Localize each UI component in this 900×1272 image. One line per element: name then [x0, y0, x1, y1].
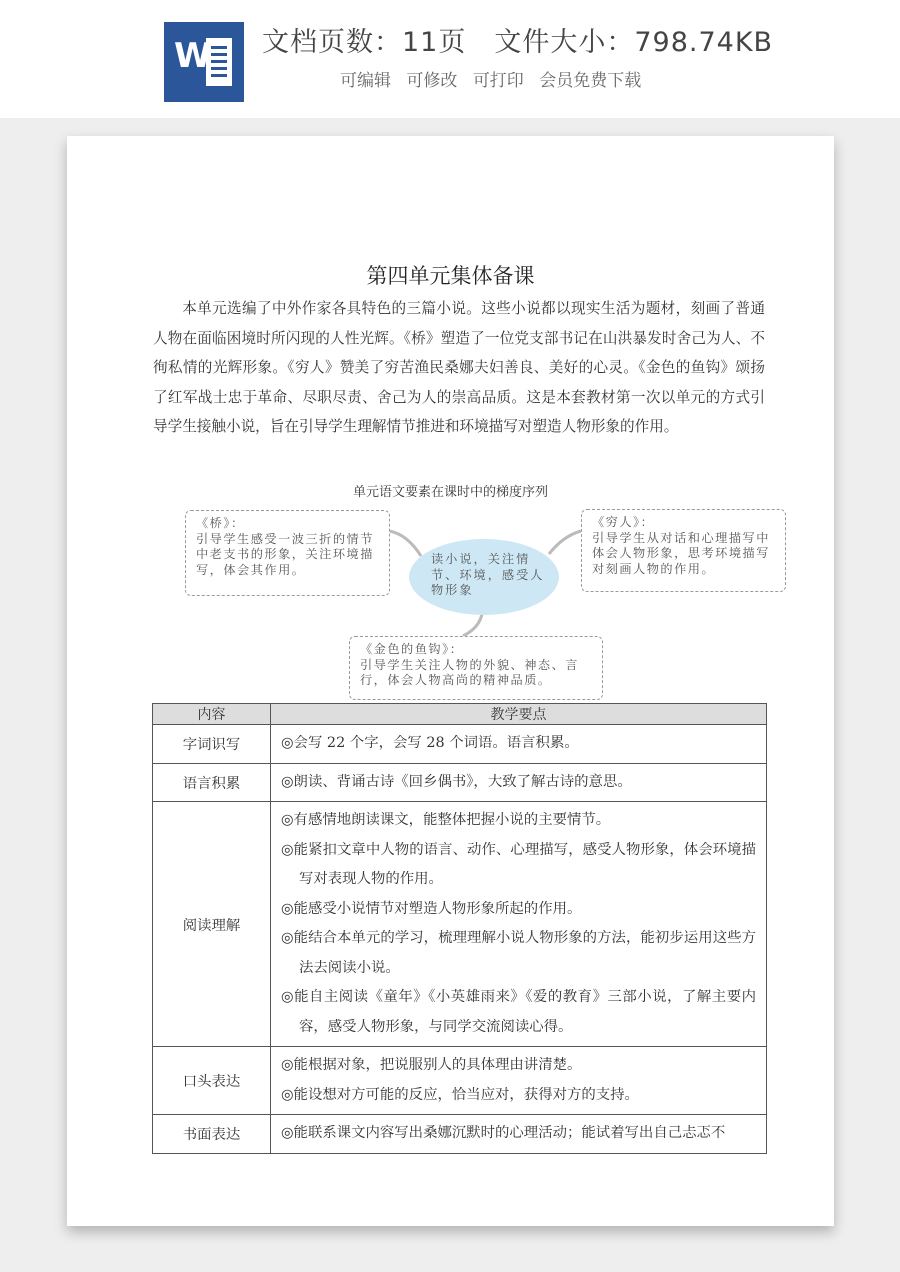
- node-text: 引导学生感受一波三折的情节中老支书的形象，关注环境描写，体会其作用。: [196, 531, 374, 577]
- document-title: 第四单元集体备课: [366, 264, 535, 288]
- intro-paragraph: 本单元选编了中外作家各具特色的三篇小说。这些小说都以现实生活为题材，刻画了普通人物在面临困境时所闪现的人性光辉。《桥》塑造了一位党支部书记在山洪暴发时舍己为人、不徇私情的光辉形象。《穷人》赞美了穷苦渔民桑娜夫妇善良、美好的心灵。《金色的鱼钩》颂扬了红军战士忠于革命、尽职尽责、舍己为人的崇高品质。这是本套教材第一次以单元的方式引导学生接触小说，旨在引导学生理解情节推进和环境描写对塑造人物形象的作用。: [153, 300, 765, 435]
- point: ◎能紧扣文章中人物的语言、动作、心理描写，感受人物形象，体会环境描写对表现人物的作用。: [281, 841, 756, 887]
- diagram-node-jinse-yugou: [349, 636, 603, 700]
- row-points: [271, 1115, 767, 1154]
- feature-list: [340, 66, 641, 91]
- row-category: 书面表达: [153, 1115, 271, 1154]
- row-category: 阅读理解: [153, 802, 271, 1047]
- point: ◎能联系课文内容写出桑娜沉默时的心理活动；能试着写出自己忐忑不: [281, 1125, 726, 1141]
- node-title: 《金色的鱼钩》：: [360, 642, 464, 656]
- header-teaching-points: 教学要点: [271, 704, 767, 725]
- word-document-icon: [164, 22, 244, 102]
- connector-qiongren: [549, 531, 581, 554]
- table-header-row: [153, 704, 767, 725]
- page-count: 文档页数：11页: [262, 27, 467, 58]
- row-category: 字词识写: [153, 725, 271, 764]
- feature-editable: 可编辑: [340, 71, 391, 91]
- feature-member-download: 会员免费下载: [539, 71, 642, 91]
- header-content: 内容: [153, 704, 271, 725]
- connector-qiao: [389, 531, 421, 556]
- connector-yugou: [463, 614, 482, 636]
- node-text: 引导学生关注人物的外貌、神态、言行，体会人物高尚的精神品质。: [360, 657, 579, 687]
- node-title: 《桥》：: [196, 516, 245, 530]
- node-title: 《穷人》：: [592, 515, 655, 529]
- node-text: 引导学生从对话和心理描写中体会人物形象，思考环境描写对刻画人物的作用。: [592, 530, 770, 576]
- feature-printable: 可打印: [472, 71, 524, 91]
- point: ◎会写 22 个字，会写 28 个词语。语言积累。: [281, 735, 579, 751]
- document-page: [67, 136, 834, 1226]
- word-letter: W: [174, 36, 212, 76]
- diagram-node-qiao: [185, 510, 390, 596]
- teaching-points-table: [152, 703, 767, 1154]
- row-points: [271, 802, 767, 1047]
- table-row: [153, 802, 767, 1047]
- diagram-center-node: 读小说，关注情节、环境，感受人物形象: [409, 539, 559, 615]
- table-row: [153, 763, 767, 802]
- diagram-node-qiongren: [581, 509, 786, 592]
- diagram-title: 单元语文要素在课时中的梯度序列: [352, 485, 548, 500]
- download-banner: [0, 0, 900, 118]
- point: ◎能根据对象，把说服别人的具体理由讲清楚。: [281, 1057, 582, 1073]
- row-points: [271, 725, 767, 764]
- table-row: [153, 725, 767, 764]
- feature-modifiable: 可修改: [406, 71, 458, 91]
- point: ◎能感受小说情节对塑造人物形象所起的作用。: [281, 900, 582, 917]
- row-category: 语言积累: [153, 763, 271, 802]
- table-row: [153, 1115, 767, 1154]
- point: ◎能自主阅读《童年》《小英雄雨来》《爱的教育》三部小说，了解主要内容，感受人物形象，与同学交流阅读心得。: [281, 989, 756, 1035]
- point: ◎能设想对方可能的反应，恰当应对，获得对方的支持。: [281, 1086, 639, 1103]
- point: ◎朗读、背诵古诗《回乡偶书》，大致了解古诗的意思。: [281, 773, 632, 790]
- row-points: [271, 763, 767, 802]
- file-meta: [262, 20, 773, 59]
- point: ◎有感情地朗读课文，能整体把握小说的主要情节。: [281, 812, 611, 828]
- point: ◎能结合本单元的学习，梳理理解小说人物形象的方法，能初步运用这些方法去阅读小说。: [281, 930, 756, 976]
- file-size: 文件大小：798.74KB: [494, 27, 774, 58]
- row-category: 口头表达: [153, 1047, 271, 1115]
- row-points: [271, 1047, 767, 1115]
- table-row: [153, 1047, 767, 1115]
